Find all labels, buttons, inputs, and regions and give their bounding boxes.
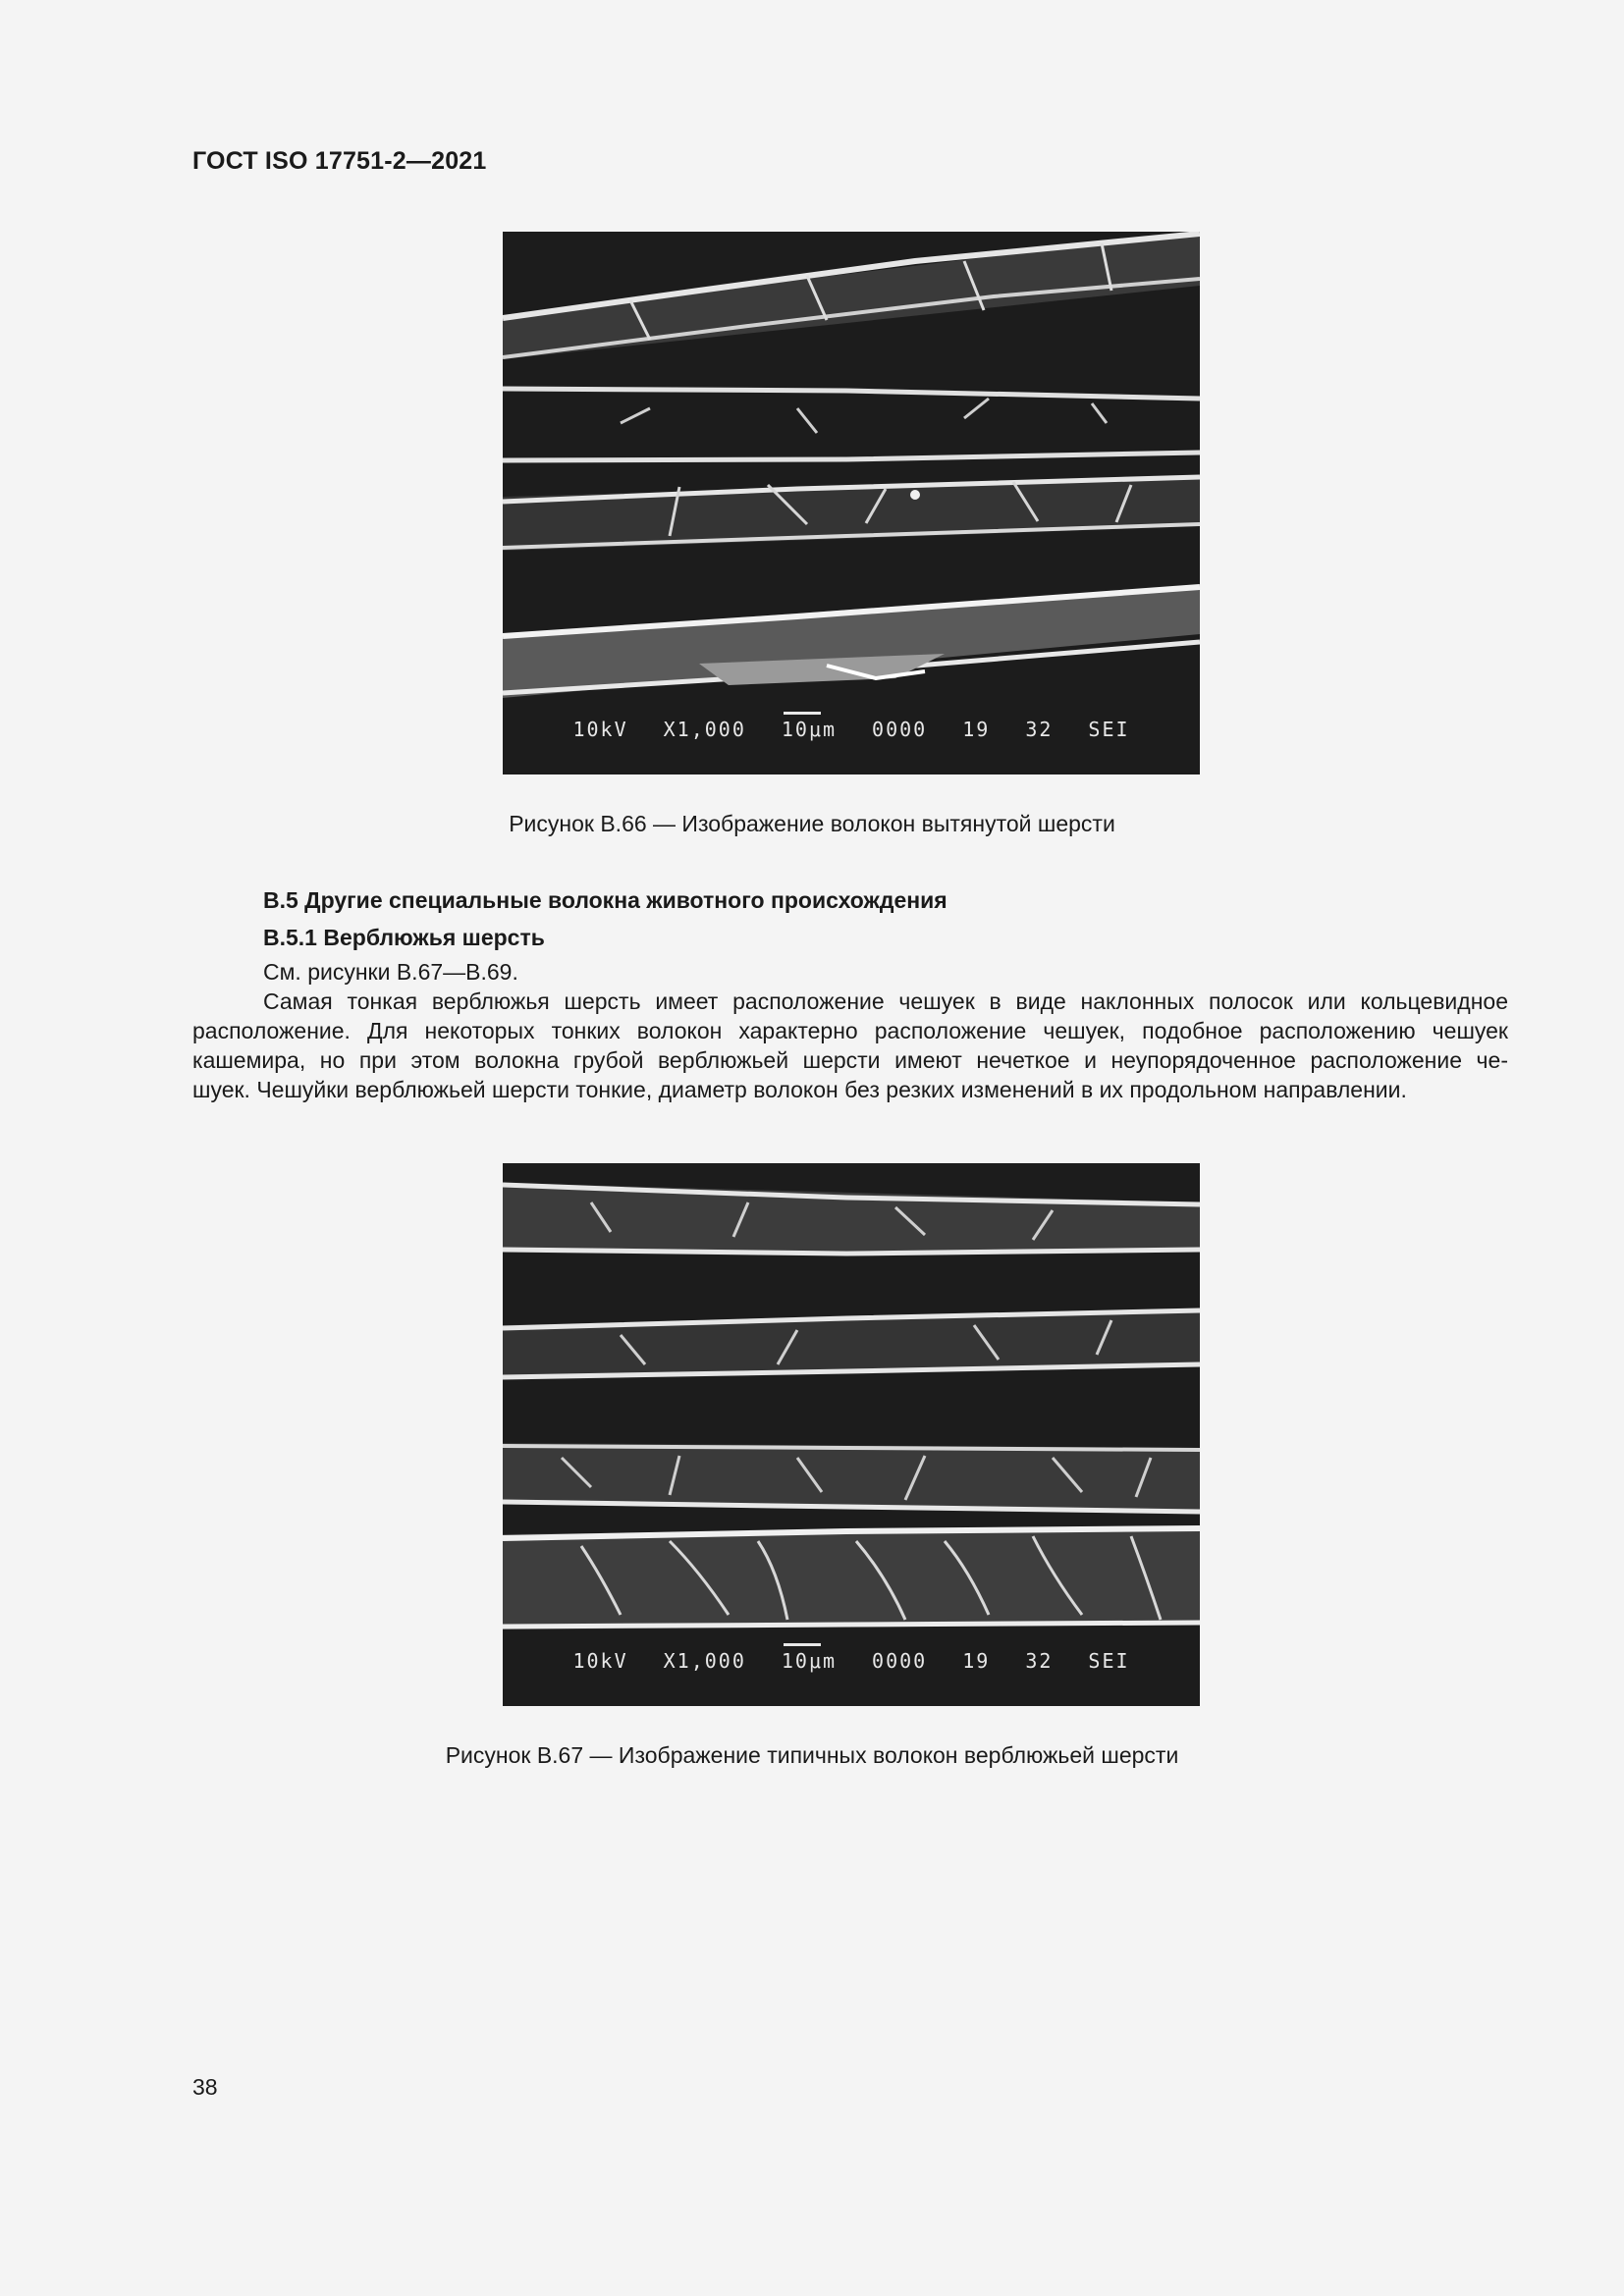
fiber-micrograph-66 <box>503 232 1200 774</box>
sem-scale-bar <box>782 1649 837 1673</box>
section-heading-b5: В.5 Другие специальные волокна животного происхождения <box>263 887 947 913</box>
body-line: расположение. Для некоторых тонких волокон характерно расположение чешуек, подобное расположению чешуек <box>192 1018 1508 1043</box>
sem-scale-label: 10μm <box>781 1649 838 1673</box>
document-header: ГОСТ ISO 17751-2—2021 <box>192 147 487 175</box>
sem-image-stretched-wool <box>503 232 1200 774</box>
sem-magnification: X1,000 <box>663 1649 746 1673</box>
sem-info-bar <box>503 718 1200 741</box>
figure-67-caption: Рисунок В.67 — Изображение типичных волокон верблюжьей шерсти <box>445 1742 1179 1768</box>
sem-info-bar <box>503 1649 1200 1673</box>
sem-code-2: 19 <box>962 1649 991 1673</box>
see-figures-note <box>192 957 1508 987</box>
sem-code-2: 19 <box>962 718 991 741</box>
page-number: 38 <box>192 2074 218 2100</box>
body-line: кашемира, но при этом волокна грубой верблюжьей шерсти имеют нечеткое и неупорядоченное расположение че- <box>192 1047 1508 1073</box>
see-figures-text: См. рисунки В.67—В.69. <box>263 959 518 985</box>
sem-scale-label: 10μm <box>781 718 838 741</box>
sem-image-camel-wool <box>503 1163 1200 1706</box>
fiber-micrograph-67 <box>503 1163 1200 1706</box>
sem-detector: SEI <box>1088 1649 1130 1673</box>
sem-detector: SEI <box>1088 718 1130 741</box>
body-line: Самая тонкая верблюжья шерсть имеет расположение чешуек в виде наклонных полосок или кольцевидное <box>263 988 1508 1014</box>
sem-code-3: 32 <box>1025 718 1054 741</box>
sem-code: 0000 <box>872 718 928 741</box>
sem-magnification: X1,000 <box>663 718 746 741</box>
sem-scale-bar <box>782 718 837 741</box>
figure-66-caption: Рисунок В.66 — Изображение волокон вытянутой шерсти <box>509 811 1115 836</box>
section-heading-b51: В.5.1 Верблюжья шерсть <box>263 925 545 950</box>
body-paragraph <box>192 987 1508 1104</box>
sem-code-3: 32 <box>1025 1649 1054 1673</box>
sem-voltage: 10kV <box>572 718 628 741</box>
sem-voltage: 10kV <box>572 1649 628 1673</box>
sem-code: 0000 <box>872 1649 928 1673</box>
body-line: шуек. Чешуйки верблюжьей шерсти тонкие, диаметр волокон без резких изменений в их продольном направлении. <box>192 1077 1407 1102</box>
